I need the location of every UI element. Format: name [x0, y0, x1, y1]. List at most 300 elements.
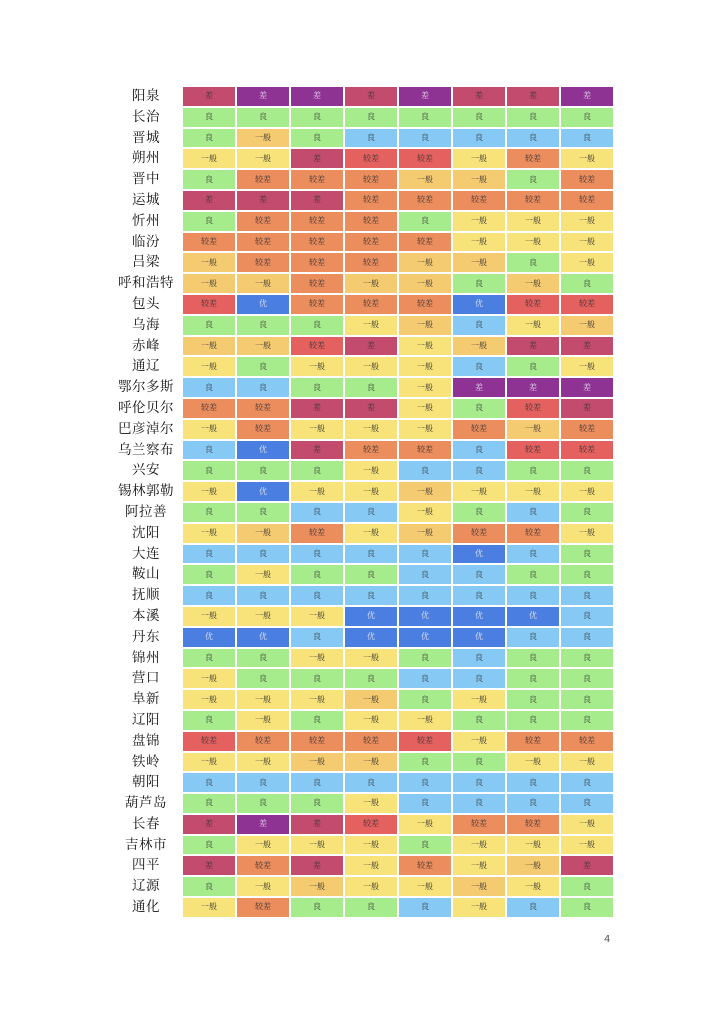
table-row: [110, 211, 616, 232]
rating-cell: 良: [183, 316, 235, 335]
rating-cell: 良: [453, 773, 505, 792]
table-row: [110, 169, 616, 190]
table-row: [110, 190, 616, 211]
city-name: 辽阳: [132, 711, 160, 728]
rating-cell: 较差: [237, 170, 289, 189]
table-row: [110, 731, 616, 752]
rating-cell: 一般: [399, 420, 451, 439]
rating-cell: 良: [453, 669, 505, 688]
rating-cell: 良: [507, 170, 559, 189]
rating-cell: 良: [183, 586, 235, 605]
rating-cell: 较差: [291, 170, 343, 189]
rating-cell: 较差: [561, 170, 613, 189]
rating-cell: 优: [345, 607, 397, 626]
city-name: 本溪: [132, 607, 160, 624]
rating-cell: 较差: [345, 191, 397, 210]
rating-cell: 良: [183, 212, 235, 231]
rating-cell: 良: [507, 503, 559, 522]
rating-cell: 良: [237, 545, 289, 564]
rating-cell: 较差: [561, 732, 613, 751]
rating-cell: 优: [507, 607, 559, 626]
rating-cell: 良: [507, 690, 559, 709]
rating-cell: 一般: [345, 482, 397, 501]
city-name: 长春: [132, 815, 160, 832]
rating-cell: 良: [345, 669, 397, 688]
table-row: [110, 855, 616, 876]
rating-cell: 良: [237, 316, 289, 335]
rating-cell: 一般: [399, 170, 451, 189]
table-row: [110, 502, 616, 523]
rating-cell: 较差: [399, 149, 451, 168]
rating-cell: 良: [507, 357, 559, 376]
table-row: [110, 232, 616, 253]
rating-cell: 一般: [453, 877, 505, 896]
rating-cell: 良: [291, 628, 343, 647]
rating-cell: 一般: [561, 233, 613, 252]
rating-cell: 一般: [507, 212, 559, 231]
table-row: [110, 294, 616, 315]
rating-cell: 良: [183, 129, 235, 148]
table-row: [110, 752, 616, 773]
rating-cell: 较差: [507, 732, 559, 751]
rating-cell: 一般: [345, 836, 397, 855]
rating-cell: 良: [399, 649, 451, 668]
city-name: 鄂尔多斯: [118, 379, 174, 396]
rating-cell: 一般: [561, 836, 613, 855]
city-name: 赤峰: [132, 337, 160, 354]
rating-cell: 良: [291, 898, 343, 917]
rating-cell: 良: [507, 669, 559, 688]
rating-cell: 一般: [345, 794, 397, 813]
city-name: 包头: [132, 295, 160, 312]
rating-cell: 一般: [237, 607, 289, 626]
rating-cell: 较差: [507, 399, 559, 418]
rating-cell: 较差: [561, 295, 613, 314]
rating-cell: 一般: [561, 357, 613, 376]
rating-cell: 良: [399, 212, 451, 231]
rating-cell: 差: [561, 378, 613, 397]
rating-cell: 良: [345, 129, 397, 148]
rating-cell: 良: [561, 503, 613, 522]
rating-cell: 良: [453, 399, 505, 418]
rating-cell: 一般: [291, 753, 343, 772]
rating-cell: 一般: [183, 524, 235, 543]
rating-cell: 差: [183, 856, 235, 875]
rating-cell: 较差: [453, 420, 505, 439]
rating-cell: 较差: [507, 441, 559, 460]
rating-cell: 一般: [237, 129, 289, 148]
rating-cell: 良: [291, 586, 343, 605]
rating-cell: 一般: [561, 212, 613, 231]
rating-cell: 良: [561, 898, 613, 917]
rating-cell: 良: [507, 461, 559, 480]
rating-cell: 差: [345, 337, 397, 356]
rating-cell: 较差: [345, 170, 397, 189]
rating-cell: 差: [561, 337, 613, 356]
rating-cell: 差: [237, 815, 289, 834]
table-row: [110, 356, 616, 377]
rating-cell: 较差: [291, 212, 343, 231]
rating-cell: 较差: [561, 420, 613, 439]
rating-cell: 良: [183, 649, 235, 668]
rating-cell: 良: [345, 378, 397, 397]
rating-cell: 一般: [507, 753, 559, 772]
rating-cell: 较差: [345, 233, 397, 252]
rating-cell: 一般: [453, 732, 505, 751]
city-name: 盘锦: [132, 732, 160, 749]
city-name: 忻州: [132, 212, 160, 229]
rating-cell: 一般: [561, 149, 613, 168]
city-name: 运城: [132, 191, 160, 208]
rating-cell: 一般: [453, 836, 505, 855]
rating-cell: 良: [183, 836, 235, 855]
rating-cell: 一般: [345, 274, 397, 293]
rating-cell: 良: [237, 378, 289, 397]
rating-cell: 良: [507, 545, 559, 564]
rating-cell: 较差: [237, 399, 289, 418]
rating-cell: 较差: [507, 524, 559, 543]
rating-cell: 一般: [291, 420, 343, 439]
rating-cell: 良: [399, 836, 451, 855]
rating-cell: 良: [345, 565, 397, 584]
rating-cell: 良: [507, 773, 559, 792]
rating-cell: 较差: [399, 191, 451, 210]
city-name: 丹东: [132, 628, 160, 645]
air-quality-forecast-table: [110, 86, 616, 918]
rating-cell: 一般: [453, 253, 505, 272]
rating-cell: 差: [345, 399, 397, 418]
city-name: 晋中: [132, 171, 160, 188]
rating-cell: 良: [507, 649, 559, 668]
rating-cell: 良: [291, 565, 343, 584]
city-name: 葫芦岛: [125, 795, 167, 812]
rating-cell: 良: [345, 503, 397, 522]
rating-cell: 一般: [291, 357, 343, 376]
rating-cell: 良: [399, 794, 451, 813]
rating-cell: 良: [453, 753, 505, 772]
rating-cell: 良: [561, 461, 613, 480]
rating-cell: 差: [291, 87, 343, 106]
rating-cell: 差: [291, 441, 343, 460]
rating-cell: 差: [183, 815, 235, 834]
rating-cell: 良: [561, 607, 613, 626]
rating-cell: 一般: [291, 836, 343, 855]
rating-cell: 优: [345, 628, 397, 647]
rating-cell: 一般: [345, 753, 397, 772]
city-name: 抚顺: [132, 587, 160, 604]
rating-cell: 差: [561, 856, 613, 875]
rating-cell: 良: [507, 565, 559, 584]
rating-cell: 一般: [399, 316, 451, 335]
rating-cell: 较差: [345, 295, 397, 314]
rating-cell: 良: [507, 108, 559, 127]
rating-cell: 一般: [507, 233, 559, 252]
rating-cell: 一般: [237, 711, 289, 730]
city-name: 四平: [132, 857, 160, 874]
rating-cell: 较差: [399, 441, 451, 460]
rating-cell: 良: [345, 586, 397, 605]
rating-cell: 良: [183, 565, 235, 584]
rating-cell: 较差: [399, 233, 451, 252]
rating-cell: 良: [561, 649, 613, 668]
rating-cell: 一般: [561, 316, 613, 335]
table-row: [110, 585, 616, 606]
table-row: [110, 544, 616, 565]
rating-cell: 差: [237, 191, 289, 210]
rating-cell: 良: [561, 669, 613, 688]
rating-cell: 一般: [399, 877, 451, 896]
rating-cell: 较差: [345, 253, 397, 272]
rating-cell: 较差: [291, 253, 343, 272]
rating-cell: 一般: [237, 149, 289, 168]
rating-cell: 一般: [399, 711, 451, 730]
rating-cell: 差: [507, 378, 559, 397]
rating-cell: 良: [399, 461, 451, 480]
city-name: 阳泉: [132, 88, 160, 104]
rating-cell: 差: [561, 399, 613, 418]
rating-cell: 差: [291, 815, 343, 834]
rating-cell: 良: [561, 794, 613, 813]
rating-cell: 一般: [237, 836, 289, 855]
rating-cell: 良: [399, 545, 451, 564]
rating-cell: 优: [237, 482, 289, 501]
rating-cell: 良: [237, 794, 289, 813]
rating-cell: 一般: [291, 877, 343, 896]
rating-cell: 优: [453, 607, 505, 626]
city-name: 朝阳: [132, 774, 160, 791]
rating-cell: 较差: [237, 732, 289, 751]
rating-cell: 一般: [453, 337, 505, 356]
rating-cell: 较差: [507, 815, 559, 834]
rating-cell: 良: [291, 669, 343, 688]
rating-cell: 较差: [183, 295, 235, 314]
rating-cell: 一般: [453, 690, 505, 709]
rating-cell: 良: [453, 441, 505, 460]
rating-cell: 一般: [183, 357, 235, 376]
rating-cell: 良: [561, 711, 613, 730]
table-row: [110, 835, 616, 856]
rating-cell: 良: [453, 565, 505, 584]
rating-cell: 良: [345, 898, 397, 917]
rating-cell: 良: [399, 898, 451, 917]
rating-cell: 良: [507, 794, 559, 813]
rating-cell: 良: [453, 461, 505, 480]
rating-cell: 良: [237, 357, 289, 376]
rating-cell: 一般: [453, 149, 505, 168]
rating-cell: 良: [183, 461, 235, 480]
rating-cell: 较差: [345, 815, 397, 834]
rating-cell: 一般: [345, 649, 397, 668]
rating-cell: 差: [237, 87, 289, 106]
city-name: 锦州: [132, 649, 160, 666]
rating-cell: 较差: [345, 441, 397, 460]
table-row: [110, 710, 616, 731]
rating-cell: 良: [183, 108, 235, 127]
rating-cell: 良: [507, 711, 559, 730]
table-row: [110, 440, 616, 461]
rating-cell: 一般: [399, 253, 451, 272]
rating-cell: 良: [507, 586, 559, 605]
city-name: 大连: [132, 545, 160, 562]
rating-cell: 一般: [345, 524, 397, 543]
rating-cell: 一般: [345, 877, 397, 896]
rating-cell: 良: [399, 669, 451, 688]
rating-cell: 良: [399, 586, 451, 605]
rating-cell: 良: [453, 274, 505, 293]
rating-cell: 良: [399, 129, 451, 148]
city-name: 铁岭: [132, 753, 160, 770]
rating-cell: 一般: [399, 524, 451, 543]
city-name: 长治: [132, 108, 160, 125]
city-name: 巴彦淖尔: [118, 420, 174, 437]
rating-cell: 较差: [507, 149, 559, 168]
rating-cell: 差: [453, 378, 505, 397]
rating-cell: 良: [453, 794, 505, 813]
rating-cell: 一般: [183, 607, 235, 626]
table-row: [110, 398, 616, 419]
table-row: [110, 86, 616, 107]
rating-cell: 差: [291, 856, 343, 875]
page-number: 4: [604, 934, 611, 945]
rating-cell: 良: [561, 545, 613, 564]
rating-cell: 良: [183, 378, 235, 397]
rating-cell: 良: [291, 378, 343, 397]
rating-cell: 良: [561, 773, 613, 792]
rating-cell: 一般: [345, 420, 397, 439]
rating-cell: 较差: [399, 732, 451, 751]
rating-cell: 优: [453, 545, 505, 564]
rating-cell: 一般: [291, 607, 343, 626]
city-name: 通化: [132, 899, 160, 916]
rating-cell: 优: [399, 628, 451, 647]
rating-cell: 良: [399, 690, 451, 709]
rating-cell: 一般: [237, 753, 289, 772]
rating-cell: 良: [237, 108, 289, 127]
table-row: [110, 772, 616, 793]
rating-cell: 差: [183, 87, 235, 106]
rating-cell: 一般: [561, 753, 613, 772]
rating-cell: 差: [183, 191, 235, 210]
rating-cell: 一般: [453, 856, 505, 875]
rating-cell: 良: [183, 503, 235, 522]
table-row: [110, 377, 616, 398]
rating-cell: 良: [561, 565, 613, 584]
city-name: 兴安: [132, 462, 160, 479]
table-row: [110, 814, 616, 835]
rating-cell: 良: [561, 129, 613, 148]
rating-cell: 差: [291, 191, 343, 210]
city-name: 营口: [132, 670, 160, 687]
rating-cell: 一般: [345, 711, 397, 730]
rating-cell: 差: [453, 87, 505, 106]
rating-cell: 良: [453, 129, 505, 148]
rating-cell: 良: [507, 253, 559, 272]
rating-cell: 一般: [399, 399, 451, 418]
city-name: 呼和浩特: [118, 275, 174, 292]
rating-cell: 良: [237, 461, 289, 480]
rating-cell: 优: [453, 295, 505, 314]
table-row: [110, 876, 616, 897]
rating-cell: 较差: [453, 815, 505, 834]
rating-cell: 较差: [183, 233, 235, 252]
rating-cell: 一般: [237, 524, 289, 543]
rating-cell: 一般: [183, 690, 235, 709]
city-name: 乌兰察布: [118, 441, 174, 458]
rating-cell: 一般: [507, 877, 559, 896]
rating-cell: 良: [291, 461, 343, 480]
rating-cell: 一般: [291, 649, 343, 668]
rating-cell: 良: [399, 753, 451, 772]
rating-cell: 良: [453, 649, 505, 668]
table-row: [110, 273, 616, 294]
rating-cell: 良: [345, 773, 397, 792]
rating-cell: 较差: [453, 524, 505, 543]
rating-cell: 良: [561, 274, 613, 293]
rating-cell: 优: [237, 441, 289, 460]
rating-cell: 一般: [291, 482, 343, 501]
rating-cell: 一般: [345, 316, 397, 335]
table-row: [110, 252, 616, 273]
rating-cell: 一般: [399, 337, 451, 356]
rating-cell: 良: [183, 773, 235, 792]
table-row: [110, 107, 616, 128]
rating-cell: 良: [237, 669, 289, 688]
city-name: 阜新: [132, 691, 160, 708]
rating-cell: 一般: [183, 274, 235, 293]
rating-cell: 较差: [291, 274, 343, 293]
rating-cell: 一般: [399, 274, 451, 293]
rating-cell: 一般: [453, 898, 505, 917]
rating-cell: 优: [237, 295, 289, 314]
table-row: [110, 460, 616, 481]
rating-cell: 一般: [561, 524, 613, 543]
rating-cell: 一般: [237, 274, 289, 293]
table-row: [110, 606, 616, 627]
table-row: [110, 481, 616, 502]
rating-cell: 差: [345, 87, 397, 106]
table-row: [110, 419, 616, 440]
rating-cell: 较差: [183, 732, 235, 751]
rating-cell: 较差: [291, 295, 343, 314]
rating-cell: 差: [507, 337, 559, 356]
rating-cell: 良: [183, 545, 235, 564]
rating-cell: 良: [561, 628, 613, 647]
rating-cell: 较差: [237, 898, 289, 917]
rating-cell: 良: [507, 628, 559, 647]
rating-cell: 良: [291, 545, 343, 564]
rating-cell: 良: [561, 108, 613, 127]
rating-cell: 较差: [453, 191, 505, 210]
rating-cell: 较差: [237, 856, 289, 875]
rating-cell: 一般: [399, 357, 451, 376]
table-row: [110, 128, 616, 149]
rating-cell: 一般: [237, 565, 289, 584]
rating-cell: 良: [183, 170, 235, 189]
table-row: [110, 315, 616, 336]
rating-cell: 较差: [399, 295, 451, 314]
city-name: 吉林市: [125, 836, 167, 853]
rating-cell: 差: [291, 399, 343, 418]
city-name: 临汾: [132, 233, 160, 250]
city-name: 晋城: [132, 129, 160, 146]
rating-cell: 良: [453, 711, 505, 730]
rating-cell: 良: [291, 316, 343, 335]
rating-cell: 良: [183, 877, 235, 896]
rating-cell: 良: [183, 794, 235, 813]
rating-cell: 良: [291, 503, 343, 522]
table-row: [110, 897, 616, 918]
rating-cell: 优: [237, 628, 289, 647]
